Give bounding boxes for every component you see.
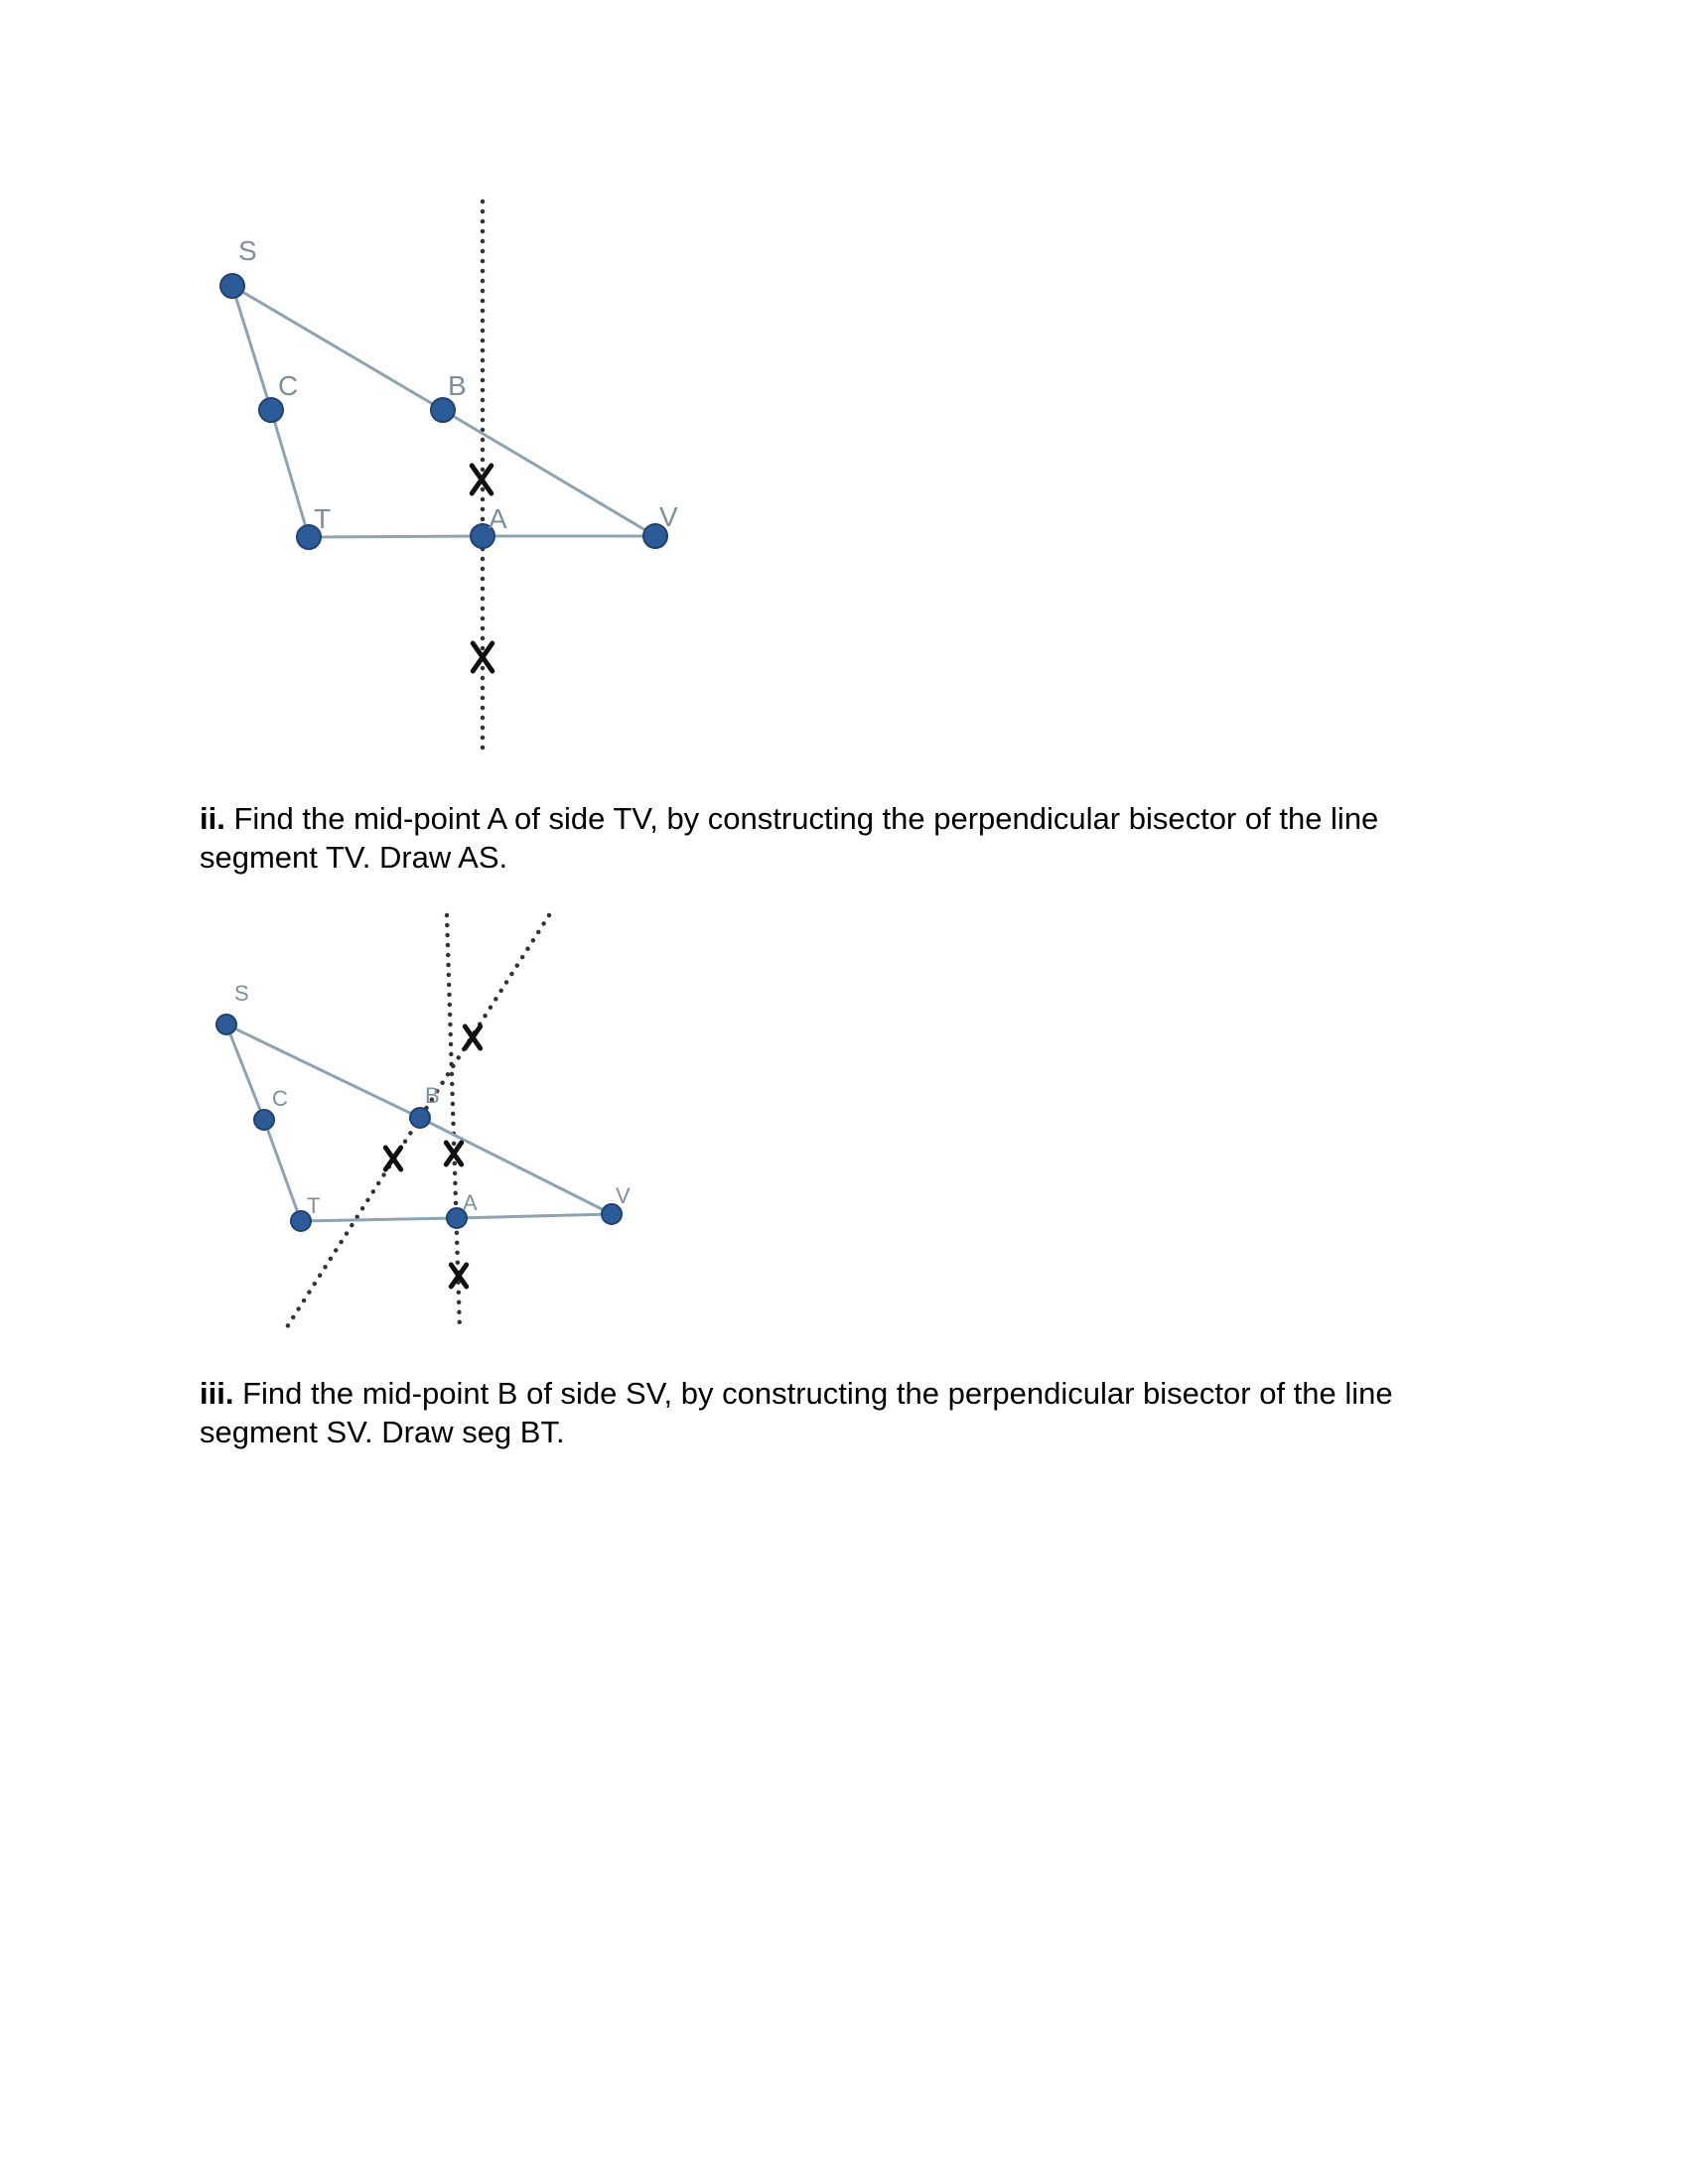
instruction-ii-text-2: segment TV. Draw AS. [200,840,508,875]
point-s [216,1015,236,1034]
point-label-v: V [616,1183,631,1208]
point-label-b: B [448,370,467,401]
instruction-iii-text-2: segment SV. Draw seg BT. [200,1415,565,1449]
segment-ta [301,1218,457,1221]
instruction-iii-text-1: Find the mid-point B of side SV, by constructing the perpendicular bisector of the line [233,1376,1393,1411]
instruction-iii [200,1374,1510,1451]
point-label-s: S [238,235,257,266]
point-label-c: C [278,370,299,401]
point-label-t: T [307,1193,321,1218]
segment-sb [226,1024,420,1118]
instruction-ii-line-1 [200,799,1510,838]
point-s [220,274,244,298]
point-c [254,1110,274,1130]
point-label-a: A [463,1190,478,1215]
arc-intersection-mark-icon [385,1148,400,1169]
step-number-iii: iii. [200,1376,234,1411]
point-label-b: B [425,1083,440,1108]
figure-1-triangle-stv [220,202,678,750]
segment-bv [420,1118,612,1214]
arc-intersection-mark-icon [465,1026,480,1048]
point-b [410,1108,430,1128]
segment-ct [271,410,309,537]
point-label-s: S [234,981,249,1006]
instruction-iii-line-1 [200,1374,1510,1413]
point-b [431,398,455,422]
point-label-t: T [314,503,332,534]
instruction-ii-text-1: Find the mid-point A of side TV, by constructing the perpendicular bisector of the line [224,801,1379,836]
segment-ct [264,1120,301,1221]
segment-av [457,1214,612,1218]
arc-intersection-mark-icon [446,1143,461,1164]
point-c [259,398,283,422]
segment-ta [309,536,483,537]
point-label-v: V [659,501,678,532]
figure-2-triangle-stv [216,915,631,1330]
step-number-ii: ii. [200,801,225,836]
point-label-c: C [272,1086,288,1111]
point-label-a: A [489,503,507,534]
instruction-ii [200,799,1510,877]
